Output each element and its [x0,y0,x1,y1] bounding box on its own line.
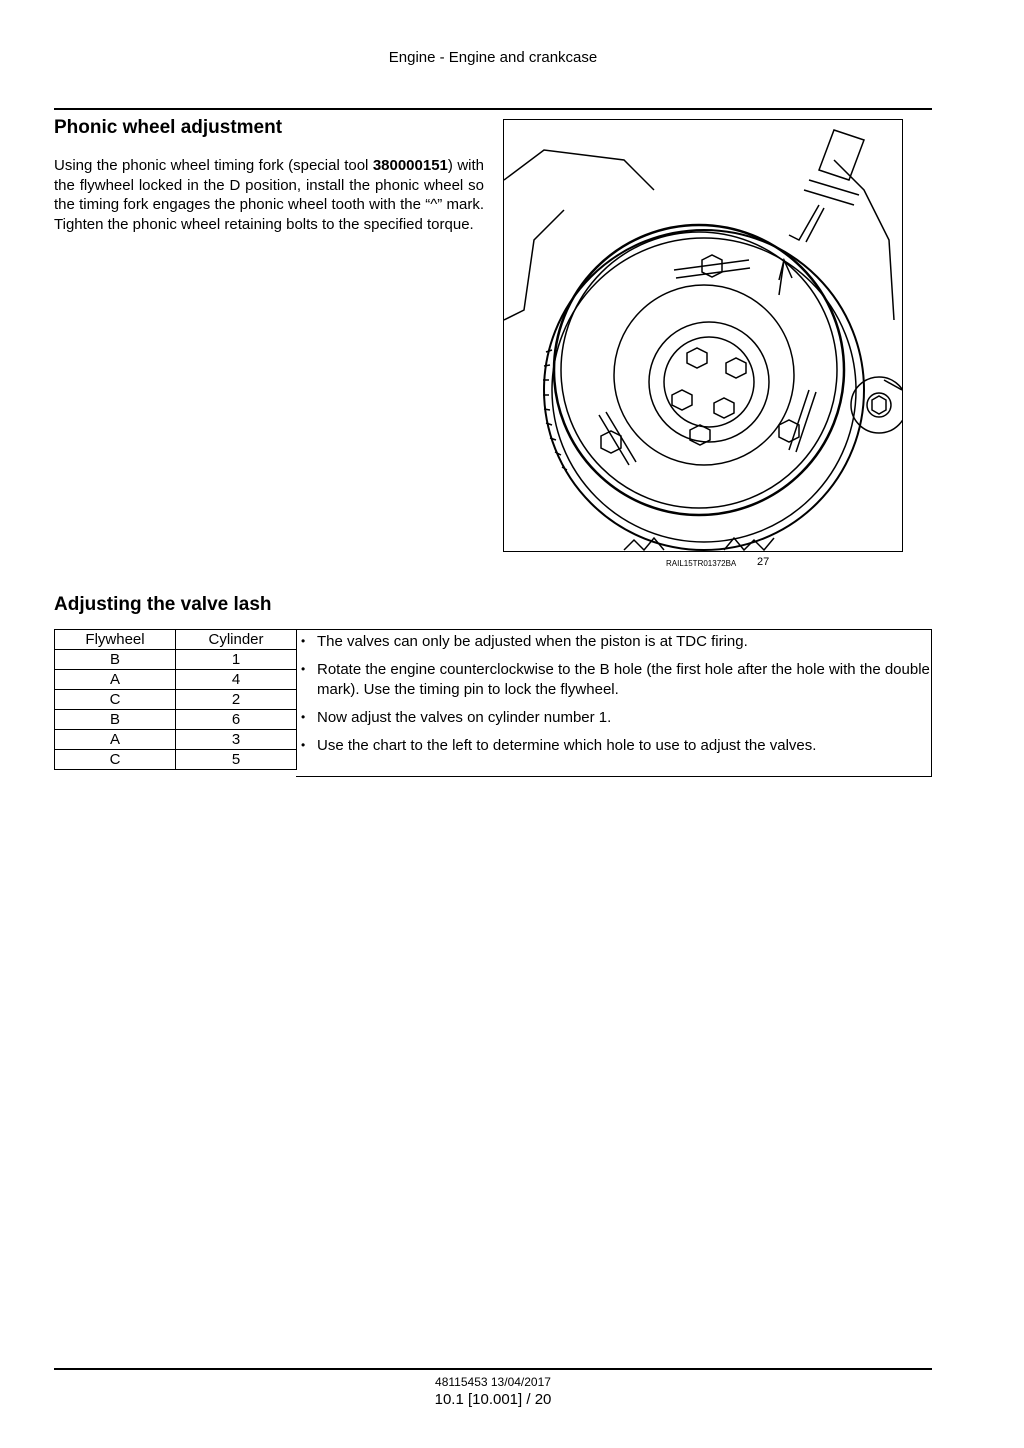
phonic-wheel-illustration [503,119,903,552]
flywheel-drawing [504,120,902,551]
list-item [301,632,931,652]
instructions-text-start: Using the phonic wheel timing fork (special tool [54,157,373,174]
cylinder-cell: 5 [176,750,297,770]
footer-document-id: 48115453 13/04/2017 [435,1375,551,1389]
footer-rule [54,1368,932,1370]
footer-page-number: 10.1 [10.001] / 20 [434,1391,552,1408]
table-row [55,710,297,730]
list-item [301,708,931,728]
header-rule [54,108,932,110]
valve-lash-notes [296,629,932,777]
figure-number: 27 [757,556,770,568]
table-row [55,730,297,750]
note-text: Use the chart to the left to determine which hole to use to adjust the valves. [317,736,817,754]
column-header-cylinder: Cylinder [176,630,297,650]
cylinder-cell: 3 [176,730,297,750]
flywheel-cylinder-table [54,629,297,770]
bullet-icon: • [301,634,306,648]
flywheel-cell: B [55,710,176,730]
section-title-phonic-wheel: Phonic wheel adjustment [54,117,283,138]
bullet-icon: • [301,709,306,724]
section-title-valve-lash: Adjusting the valve lash [54,594,272,615]
instructions-text-end: ) with the flywheel locked in the D position, install the phonic wheel so the timing fork engages the phonic wheel tooth with the “^” mark. Tighten the phonic wheel retaining bolts to the specified torque. [54,157,484,234]
table-row [55,650,297,670]
note-text: Rotate the engine counterclockwise to the B hole (the first hole after the hole with the double mark). Use the timing pin to lock the flywheel. [317,661,930,698]
flywheel-cell: C [55,750,176,770]
figure-code: RAIL15TR01372BA [666,559,737,568]
flywheel-cell: C [55,690,176,710]
phonic-wheel-instructions [54,156,484,235]
cylinder-cell: 2 [176,690,297,710]
list-item [301,660,931,699]
tool-number: 380000151 [372,157,448,174]
cylinder-cell: 1 [176,650,297,670]
flywheel-cell: A [55,730,176,750]
flywheel-cell: A [55,670,176,690]
table-row [55,690,297,710]
table-row [55,750,297,770]
bullet-icon: • [301,737,306,752]
table-row [55,670,297,690]
list-item [301,736,931,756]
bullet-icon: • [301,662,306,676]
cylinder-cell: 4 [176,670,297,690]
notes-list [296,630,931,755]
note-text: The valves can only be adjusted when the piston is at TDC firing. [317,633,748,650]
table-header-row [55,630,297,650]
cylinder-cell: 6 [176,710,297,730]
page-header-title: Engine - Engine and crankcase [388,49,598,66]
note-text: Now adjust the valves on cylinder number 1. [317,708,612,726]
flywheel-cell: B [55,650,176,670]
column-header-flywheel: Flywheel [55,630,176,650]
